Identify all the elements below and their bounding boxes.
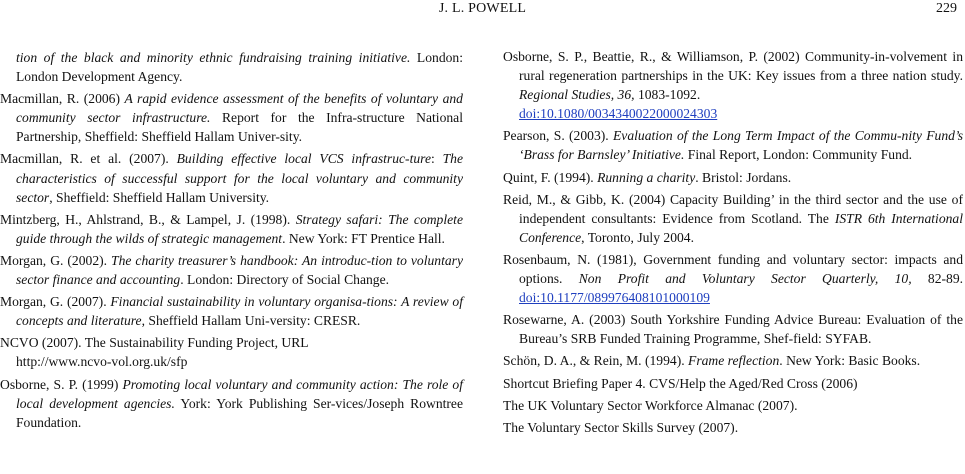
reference-title-italic: A rapid evidence assessment of the benefits of voluntary and community sector infrastructure.: [16, 91, 463, 126]
references-right-column: [503, 47, 963, 440]
reference-text: Osborne, S. P., Beattie, R., & Williamson, P. (2002) Community-in-volvement in rural regeneration partnerships in the UK: Key issues from a three nation study.: [503, 49, 963, 84]
reference-text: The UK Voluntary Sector Workforce Almanac (2007).: [503, 397, 798, 413]
reference-title-italic: ISTR 6th International Conference: [519, 210, 963, 245]
running-header: [0, 0, 965, 22]
reference-text: Schön, D. A., & Rein, M. (1994).: [503, 353, 689, 369]
doi-link[interactable]: doi:10.1177/089976408101000109: [519, 290, 710, 306]
reference-text: . New York: FT Prentice Hall.: [282, 230, 445, 246]
reference-text: Quint, F. (1994).: [503, 169, 598, 185]
reference-entry: [0, 48, 463, 86]
doi-link[interactable]: doi:10.1080/0034340022000024303: [519, 106, 718, 122]
reference-entry: [503, 374, 963, 393]
reference-text: Shortcut Briefing Paper 4. CVS/Help the Aged/Red Cross (2006): [503, 375, 858, 391]
reference-text: Reid, M., & Gibb, K. (2004) Capacity Building’ in the third sector and the use of independent consultants: Evidence from Scotland. The: [503, 191, 963, 226]
reference-text: Rosewarne, A. (2003) South Yorkshire Funding Advice Bureau: Evaluation of the Bureau’s SRB Funded Training Programme, Shef-field: SYFAB.: [503, 312, 963, 347]
reference-entry: [503, 310, 963, 348]
reference-text: Morgan, G. (2002).: [0, 252, 112, 268]
page-number: 229: [936, 1, 957, 16]
reference-text: The Voluntary Sector Skills Survey (2007).: [503, 419, 739, 435]
reference-text: Macmillan, R. et al. (2007).: [0, 151, 177, 167]
reference-entry: [0, 251, 463, 289]
reference-entry: [0, 149, 463, 206]
reference-title-italic: The charity treasurer’s handbook: An introduc-tion to voluntary sector finance and accounting: [16, 252, 463, 288]
reference-title-italic: Frame reflection: [688, 353, 780, 369]
reference-title-italic: Non Profit and Voluntary Sector Quarterly, 10,: [578, 271, 912, 287]
reference-title-italic: The characteristics of successful support for the local voluntary and community sector: [16, 151, 463, 205]
reference-text: Report for the Infra-structure National Partnership, Sheffield: Sheffield Hallam Univer-sity.: [16, 110, 463, 145]
reference-text: Morgan, G. (2007).: [0, 294, 111, 310]
references-left-column: [0, 48, 463, 435]
reference-text: NCVO (2007). The Sustainability Funding Project, URL: [0, 335, 309, 351]
reference-entry: [503, 396, 963, 415]
reference-entry: [503, 47, 963, 123]
reference-title-italic: Building effective local VCS infrastruc-ture: [176, 151, 431, 167]
reference-title-italic: Financial sustainability in voluntary organisa-tions: A review of concepts and literature: [16, 294, 463, 329]
reference-title-italic: tion of the black and minority ethnic fundraising training initiative.: [16, 50, 411, 65]
reference-text: Pearson, S. (2003).: [503, 128, 613, 144]
reference-title-italic: Running a charity: [597, 169, 696, 185]
reference-entry: [503, 418, 963, 437]
running-header-author: J. L. POWELL: [438, 1, 527, 16]
reference-entry: [503, 190, 963, 247]
reference-entry: [0, 292, 463, 330]
reference-entry: [0, 333, 463, 371]
reference-entry: [503, 351, 963, 370]
reference-text: London: London Development Agency.: [16, 50, 463, 85]
reference-text: York: York Publishing Ser-vices/Joseph Rowntree Foundation.: [16, 395, 463, 430]
reference-entry: [0, 375, 463, 432]
reference-title-italic: Promoting local voluntary and community action: The role of local development agencies.: [16, 376, 464, 411]
reference-text: . Bristol: Jordans.: [695, 169, 792, 185]
reference-entry: [0, 210, 463, 248]
reference-text: 82-89.: [911, 271, 964, 287]
reference-text: Mintzberg, H., Ahlstrand, B., & Lampel, J. (1998).: [0, 211, 296, 227]
reference-text: , Sheffield Hallam Uni-versity: CRESR.: [141, 313, 361, 329]
reference-entry: [503, 250, 963, 307]
reference-title-italic: Regional Studies, 36,: [519, 87, 635, 103]
reference-text: 1083-1092.: [634, 87, 701, 103]
reference-entry: [503, 168, 963, 187]
reference-text: . New York: Basic Books.: [779, 353, 921, 369]
reference-text: Macmillan, R. (2006): [0, 91, 125, 107]
reference-text: :: [430, 151, 443, 167]
reference-text: Final Report, London: Community Fund.: [684, 147, 913, 163]
reference-text: , Toronto, July 2004.: [581, 229, 694, 245]
reference-text: http://www.ncvo-vol.org.uk/sfp: [16, 354, 188, 370]
reference-text: Osborne, S. P. (1999): [0, 376, 123, 392]
reference-text: . London: Directory of Social Change.: [180, 272, 389, 288]
reference-text: , Sheffield: Sheffield Hallam University.: [49, 189, 270, 205]
reference-title-italic: Evaluation of the Long Term Impact of the Commu-nity Fund’s ‘Brass for Barnsley’ Initiative.: [519, 128, 963, 163]
reference-text: Rosenbaum, N. (1981), Government funding and voluntary sector: impacts and options.: [503, 251, 963, 287]
reference-entry: [0, 89, 463, 146]
reference-entry: [503, 126, 963, 164]
reference-title-italic: Strategy safari: The complete guide through the wilds of strategic management: [16, 211, 463, 246]
